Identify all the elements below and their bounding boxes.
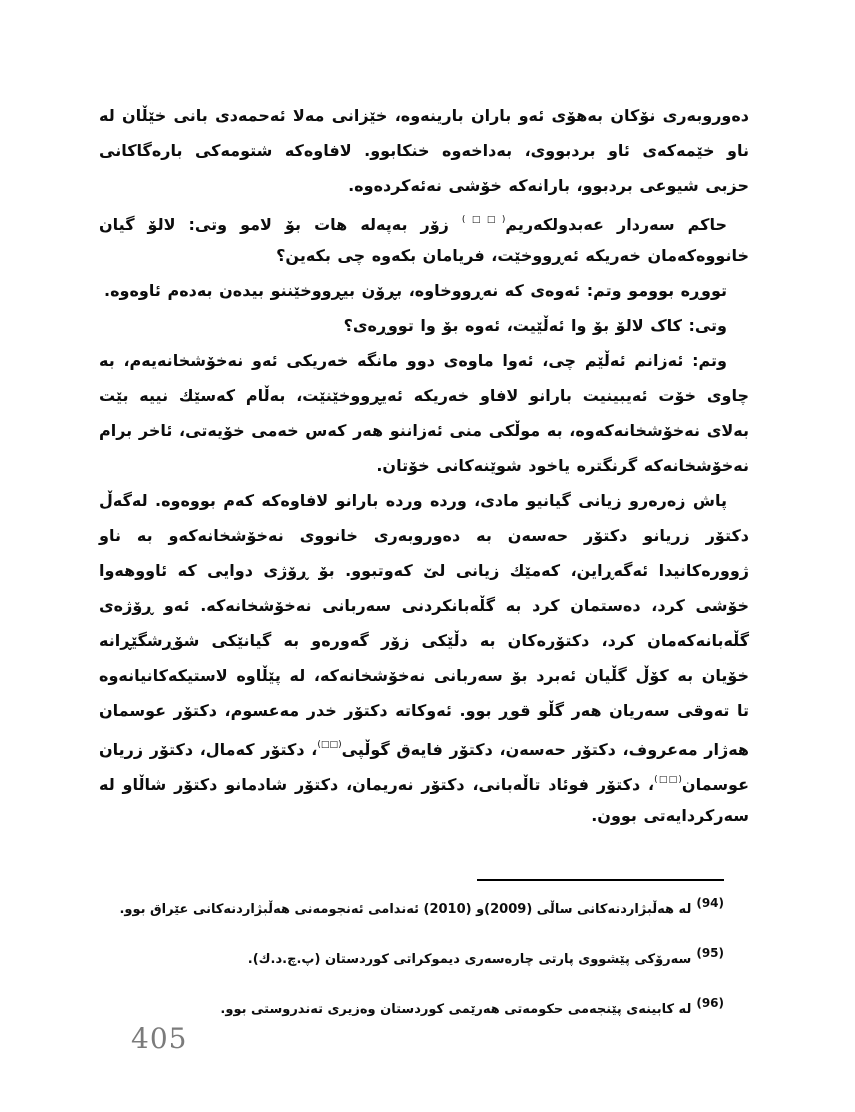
footnote-text: سەرۆکی پێشووی پارتی چارەسەری دیموکراتی کوردستان (پ.چ.د.ك). bbox=[247, 952, 692, 967]
body-line: خۆیان بە کۆڵ گڵیان ئەبرد بۆ سەربانی نەخۆشخانەکە، لە پێڵاوە لاستیکەکانیانەوە bbox=[99, 666, 749, 685]
footnote-ref-marker: (□□) bbox=[317, 740, 342, 750]
body-line: عوسمان(□□)، دکتۆر فوئاد تاڵەبانی، دکتۆر نەریمان، دکتۆر شادمانو دکتۆر شاڵاو لە bbox=[99, 775, 750, 794]
body-line: وتی: کاک لالۆ بۆ وا ئەڵێیت، ئەوە بۆ وا تووڕەی؟ bbox=[343, 316, 727, 335]
footnote-number: (96) bbox=[696, 996, 724, 1010]
paragraph bbox=[99, 483, 749, 833]
page-number: 405 bbox=[131, 1022, 188, 1055]
body-line: تا تەوقی سەریان هەر گڵو قوڕ بوو. ئەوکاتە دکتۆر خدر مەعسوم، دکتۆر عوسمان bbox=[99, 701, 749, 720]
body-line: ناو خێمەکەی ئاو بردبووی، بەداخەوە خنکابوو. لافاوەکە شتومەکی بارەگاکانی bbox=[99, 141, 749, 160]
body-line: گڵەبانەکەمان کرد، دکتۆرەکان بە دڵێکی زۆر گەورەو بە گیانێکی شۆڕشگێڕانە bbox=[99, 631, 749, 650]
footnote bbox=[124, 943, 724, 970]
footnote-ref-marker: (□□) bbox=[654, 775, 682, 785]
paragraph bbox=[99, 273, 749, 308]
body-line: پاش زەرەرو زیانی گیانیو مادی، وردە وردە بارانو لافاوەکە کەم بووەوە. لەگەڵ bbox=[99, 491, 727, 510]
body-line: چاوی خۆت ئەیبینیت بارانو لافاو خەریکە ئەیڕووخێنێت، بەڵام کەسێك نییە بێت bbox=[99, 386, 749, 405]
footnote-separator bbox=[477, 879, 724, 881]
paragraph bbox=[99, 308, 749, 343]
body-line: هەژار مەعروف، دکتۆر حەسەن، دکتۆر فایەق گوڵپی(□□)، دکتۆر کەمال، دکتۆر زریان bbox=[99, 740, 749, 759]
footnote-number: (95) bbox=[696, 946, 724, 960]
footnote-text: لە هەڵبژاردنەکانی ساڵی (2009)و (2010) ئەندامی ئەنجومەنی هەڵبژاردنەکانی عێراق بوو. bbox=[119, 902, 692, 917]
text-block bbox=[99, 98, 749, 833]
body-line: حزبی شیوعی بردبوو، بارانەکە خۆشی نەئەکردەوە. bbox=[348, 176, 749, 195]
body-line: تووڕە بوومو وتم: ئەوەی کە نەڕووخاوە، بڕۆن بیڕووخێننو بیدەن بەدەم ئاوەوە. bbox=[104, 281, 727, 300]
body-line: وتم: ئەزانم ئەڵێم چی، ئەوا ماوەی دوو مانگە خەریکی ئەو نەخۆشخانەیەم، بە bbox=[99, 351, 727, 370]
body-line: دکتۆر زریانو دکتۆر حەسەن بە دەوروبەری خانووی نەخۆشخانەکەو بە ناو bbox=[99, 526, 749, 545]
body-line: بەلای نەخۆشخانەکەوە، بە موڵکی منی ئەزاننو هەر کەس خەمی خۆیەتی، ئاخر برام bbox=[99, 421, 749, 440]
body-line: ژوورەکانیدا ئەگەڕاین، کەمێك زیانی لێ کەوتبوو. بۆ ڕۆژی دوایی کە ئاووهەوا bbox=[99, 561, 749, 580]
body-line: نەخۆشخانەکە گرنگترە یاخود شوێنەکانی خۆتان. bbox=[376, 456, 749, 475]
footnote-ref-marker: (□□) bbox=[461, 215, 506, 225]
footnote-number: (94) bbox=[696, 896, 724, 910]
body-line: خۆشی کرد، دەستمان کرد بە گڵەبانکردنی سەربانی نەخۆشخانەکە. ئەو ڕۆژەی bbox=[99, 596, 749, 615]
footnote bbox=[124, 993, 724, 1020]
body-line: سەرکردایەتی بوون. bbox=[591, 806, 749, 825]
body-line: دەوروبەری نۆکان بەهۆی ئەو باران بارینەوە، خێزانی مەلا ئەحمەدی بانی خێڵان لە bbox=[99, 106, 749, 125]
body-line: حاکم سەردار عەبدولکەریم(□□) زۆر بەپەلە هات بۆ لامو وتی: لالۆ گیان bbox=[99, 215, 727, 234]
footnotes bbox=[119, 893, 724, 1043]
paragraph bbox=[99, 98, 749, 203]
body-line: خانووەکەمان خەریکە ئەڕووخێت، فریامان بکەوە چی بکەین؟ bbox=[276, 246, 749, 265]
paragraph bbox=[99, 343, 749, 483]
paragraph bbox=[99, 203, 749, 273]
footnote-text: لە کابینەی پێنجەمی حکومەتی هەرێمی کوردستان وەزیری تەندروستی بوو. bbox=[220, 1002, 692, 1017]
footnote bbox=[119, 893, 724, 920]
